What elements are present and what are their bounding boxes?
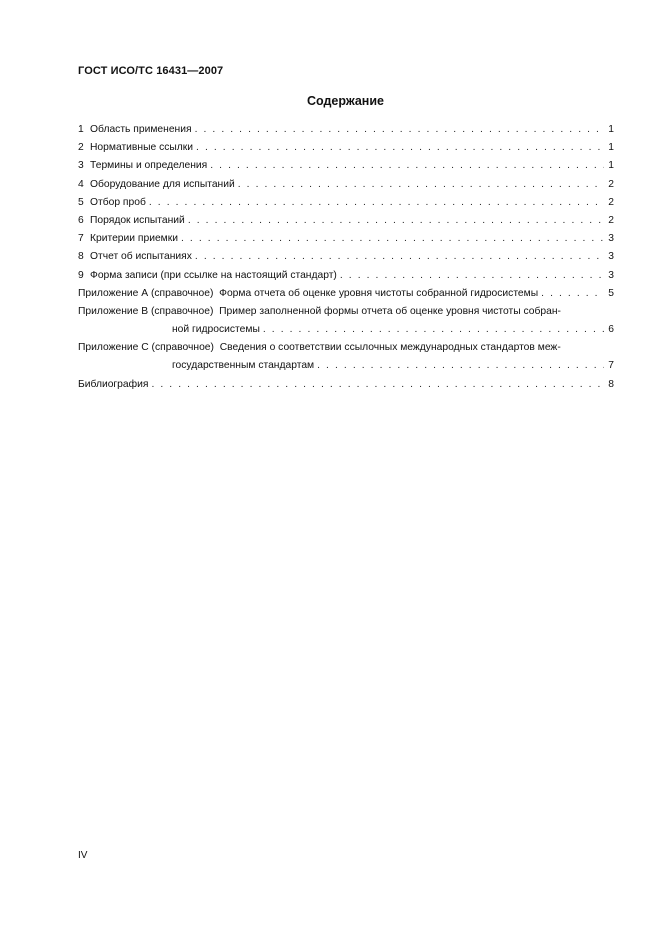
page-number: 1 (608, 160, 614, 172)
page-number: 2 (608, 214, 614, 226)
appendix-title-continued: государственным стандартам (172, 360, 315, 372)
section-number: 1 (78, 124, 84, 135)
page-number: 5 (608, 287, 614, 299)
toc-appendix-c[interactable] (78, 339, 614, 375)
page-number: 3 (608, 233, 614, 245)
section-title: Отчет об испытаниях (90, 251, 192, 263)
section-title: Отбор проб (90, 196, 146, 208)
table-of-contents (78, 121, 614, 394)
section-title: Нормативные ссылки (90, 142, 194, 154)
toc-entry-3[interactable] (78, 157, 614, 175)
page-number: 3 (608, 269, 614, 281)
page-number: 6 (608, 324, 614, 336)
section-title: Область применения (90, 124, 192, 135)
appendix-title-continued: ной гидросистемы (172, 324, 260, 336)
toc-entry-8[interactable] (78, 248, 614, 266)
page-number: 8 (608, 378, 614, 390)
toc-appendix-b[interactable] (78, 303, 614, 339)
toc-appendix-a[interactable] (78, 285, 614, 303)
section-number: 4 (78, 178, 84, 190)
dot-leader (149, 194, 604, 212)
dot-leader (317, 357, 604, 375)
dot-leader (196, 139, 604, 157)
dot-leader (195, 248, 604, 266)
appendix-title: Сведения о соответствии ссылочных международных стандартов меж- (219, 342, 561, 354)
dot-leader (188, 212, 604, 230)
section-number: 8 (78, 251, 84, 263)
page-number: 7 (608, 360, 614, 372)
document-id-header: ГОСТ ИСО/ТС 16431—2007 (78, 65, 224, 77)
page-title: Содержание (306, 94, 384, 108)
bibliography-title: Библиография (78, 378, 149, 390)
toc-entry-9[interactable] (78, 267, 614, 285)
section-number: 7 (78, 233, 84, 245)
toc-entry-7[interactable] (78, 230, 614, 248)
toc-entry-5[interactable] (78, 194, 614, 212)
appendix-prefix: Приложение А (справочное) (78, 287, 214, 299)
dot-leader (263, 321, 604, 339)
section-number: 5 (78, 196, 84, 208)
dot-leader (210, 157, 604, 175)
page-number: 1 (608, 142, 614, 154)
section-title: Оборудование для испытаний (90, 178, 235, 190)
section-title: Форма записи (при ссылке на настоящий стандарт) (90, 269, 337, 281)
page-number: 1 (608, 124, 614, 135)
toc-entry-4[interactable] (78, 176, 614, 194)
appendix-title: Форма отчета об оценке уровня чистоты собранной гидросистемы (219, 287, 539, 299)
page-number: 3 (608, 251, 614, 263)
appendix-prefix: Приложение В (справочное) (78, 305, 214, 317)
appendix-prefix: Приложение С (справочное) (78, 342, 214, 354)
page-number: 2 (608, 196, 614, 208)
section-number: 2 (78, 142, 84, 154)
dot-leader (340, 267, 604, 285)
dot-leader (181, 230, 604, 248)
section-title: Порядок испытаний (90, 214, 185, 226)
dot-leader (238, 176, 604, 194)
dot-leader (541, 285, 604, 303)
section-number: 3 (78, 160, 84, 172)
page-number: 2 (608, 178, 614, 190)
page-number-footer: IV (78, 850, 88, 861)
dot-leader (195, 121, 604, 139)
toc-bibliography[interactable] (78, 376, 614, 394)
appendix-title: Пример заполненной формы отчета об оценке уровня чистоты собран- (219, 305, 561, 317)
section-number: 9 (78, 269, 84, 281)
section-title: Критерии приемки (90, 233, 179, 245)
toc-entry-1[interactable] (78, 121, 614, 139)
toc-entry-2[interactable] (78, 139, 614, 157)
section-number: 6 (78, 214, 84, 226)
dot-leader (151, 376, 604, 394)
section-title: Термины и определения (90, 160, 208, 172)
toc-entry-6[interactable] (78, 212, 614, 230)
